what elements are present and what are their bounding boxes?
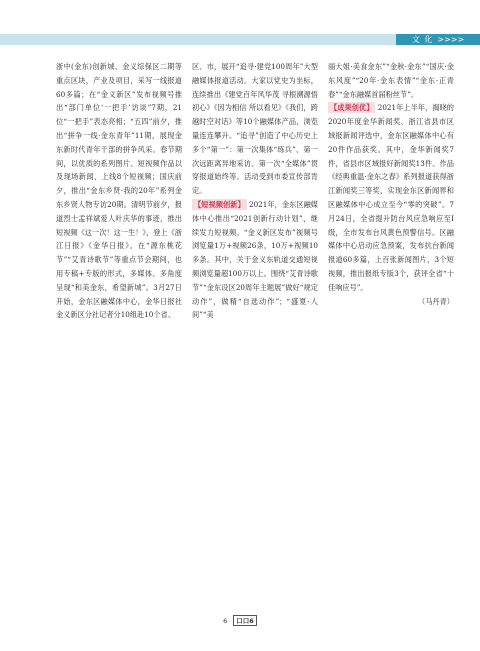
section-label: 文 化 [411,35,434,44]
col2-paragraph-2 [192,198,318,322]
col3-paragraph-2 [328,101,454,294]
section-tab [396,34,480,45]
col3-paragraph-1: 丽大姐·美食金东”“金秋·金东”“国庆·金东风度”“20年·金东表情”“金东·正青春”“金东融媒首届粉丝节”。 [328,62,454,99]
chevrons-icon: >>>> [437,35,465,44]
magazine-logo: 口口6 [233,615,257,626]
achievements-heading: 【成果创优】 [330,103,374,113]
col1-paragraph: 浙中(金东)创新城、金义综保区二期等重点区块，产业及项目，采写一线报道60多篇；在“金义新区”发布视频号推出“部门单位‘一把手’访谈”7期，21位“一把手”表态亮相；“五四”前夕，推出“拼争一线·金东青年”11期，展现金东新时代青年干部的拼争风采。春节期间，以优质的系列图片、短视频作品以及现场新闻，上线8个短视频；国庆前夕，推出“金东乡贤·我的20年”系列金东乡贤人物专访20期。清明节前夕，报道烈士孟祥斌爱人叶庆华的事迹，推出短视频《这一次！这一生！》，登上《浙江日报》《金华日报》。在“源东桃花节”“艾青诗歌节”等重点节会期间，也用专稿+专版的形式，多媒体、多角度呈现“和美金东，希望新城”。3月27日开始，金东区融媒体中心，金华日报社金义新区分社记者分10组赴10个省、 [56,62,182,320]
page-header [0,0,480,60]
article-column-2 [192,60,318,580]
article-column-1 [56,60,182,580]
page-number: 6 [223,617,228,625]
article-column-3 [328,60,454,580]
author-credit: （马丹青） [418,296,454,306]
page-footer [0,615,480,626]
col3-paragraph-2-text: 2021年上半年，揭晓的2020年度金华新闻奖、浙江省县市区域报新闻评选中，金东区融媒体中心有20件作品获奖。其中，金华新闻奖7件，省县市区域报好新闻奖13件。作品《经典重温·金东之春》系列报道获得浙江新闻奖三等奖，实现金东区新闻界和区融媒体中心成立至今“零的突破”。7月24日，全省提升防台风应急响应至Ⅰ级，全市发布台风黄色预警信号。区融媒体中心启动应急预案，发布抗台新闻报道60多篇，上百张新闻图片，3个短视频，推出报纸专版3个，获评全省“十佳响应号”。 [328,103,454,292]
col2-paragraph-1: 区、市，展开“追寻·建党100周年”大型融媒体报道活动。大家以党史为坐标，连续推出《建党百年风华茂 寻根溯源悟初心》《因为相信 所以看见》《我们，跨越时空对话》等10个融媒体产品，浏览量连连攀升。“追寻”创造了中心历史上多个“第一”：第一次集体“练兵”、第一次远距离异地采访、第一次“全媒体”贯穿报道始终等。活动受到市委宣传部肯定。 [192,62,318,196]
col2-paragraph-2-text: 2021年，金东区融媒体中心推出“2021创新行动计划”，继续发力短视频。“金义新区发布”视频号浏览量1万+视频26条，10万+视频10多条。其中，关于金义东轨道交通短视频浏览量超100万以上。围绕“艾青诗歌节”“金东设区20周年主题展”做好“规定动作”，做精“自选动作”；“盛夏·人间”“美 [192,199,318,320]
short-video-heading: 【短视频创新】 [194,199,245,209]
